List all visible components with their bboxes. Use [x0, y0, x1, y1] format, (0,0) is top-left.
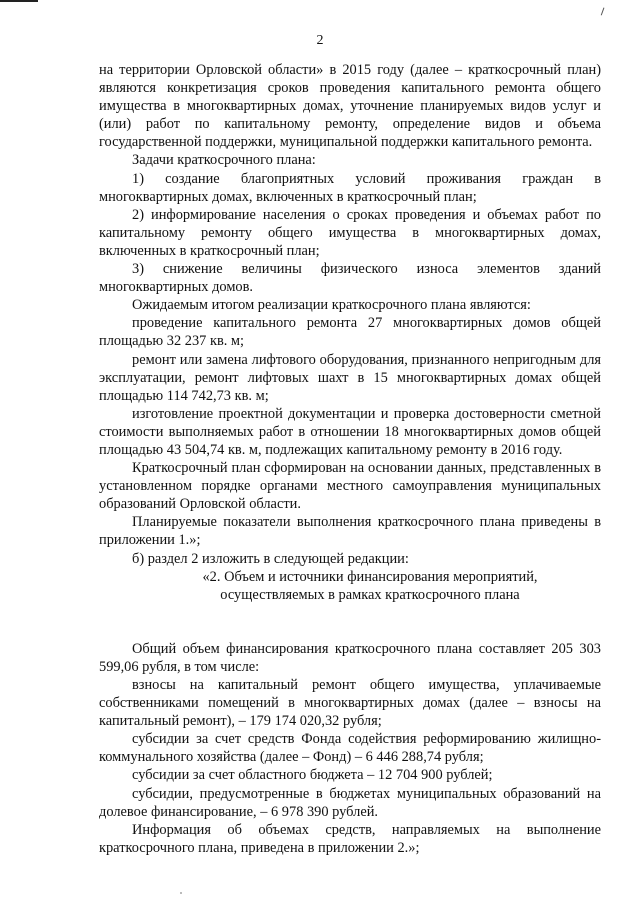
paragraph-result-documentation: изготовление проектной документации и проверка достоверности сметной стоимости выполняемых работ в отношении 18 многоквартирных домов общей площадью 43 504,74 кв. м, подлежащих капитальному ремонту в 2016 году.: [99, 405, 601, 458]
paragraph-task-1: 1) создание благоприятных условий проживания граждан в многоквартирных домах, включенных в краткосрочный план;: [99, 170, 601, 205]
section-heading-line-2: осуществляемых в рамках краткосрочного плана: [220, 586, 520, 603]
paragraph-municipal-subsidies: субсидии, предусмотренные в бюджетах муниципальных образований на долевое финансирование, – 6 978 390 рублей.: [99, 785, 601, 820]
paragraph-funding-information: Информация об объемах средств, направляемых на выполнение краткосрочного плана, приведена в приложении 2.»;: [99, 821, 601, 856]
paragraph-regional-subsidies: субсидии за счет областного бюджета – 12 704 900 рублей;: [132, 767, 493, 784]
paragraph-total-financing: Общий объем финансирования краткосрочного плана составляет 205 303 599,06 рубля, в том числе:: [99, 640, 601, 675]
paragraph-tasks-heading: Задачи краткосрочного плана:: [132, 152, 316, 169]
paragraph-result-repair: проведение капитального ремонта 27 многоквартирных домов общей площадью 32 237 кв. м;: [99, 315, 601, 350]
paragraph-section-2-instruction: б) раздел 2 изложить в следующей редакции:: [132, 550, 409, 567]
scan-speck: [180, 892, 182, 894]
scan-tick-mark: [601, 8, 607, 17]
paragraph-fund-subsidies: субсидии за счет средств Фонда содействия реформированию жилищно-коммунального хозяйства (далее – Фонд) – 6 446 288,74 рубля;: [99, 731, 601, 766]
blank-line: [99, 622, 601, 640]
paragraph-result-elevators: ремонт или замена лифтового оборудования, признанного непригодным для эксплуатации, ремонт лифтовых шахт в 15 многоквартирных домах общей площадью 114 742,73 кв. м;: [99, 351, 601, 404]
blank-line: [99, 604, 601, 622]
scan-corner-mark: [0, 0, 38, 2]
paragraph-task-2: 2) информирование населения о сроках проведения и объемах работ по капитальному ремонту общего имущества в многоквартирных домах, включенных в краткосрочный план;: [99, 206, 601, 259]
section-heading-line-1: «2. Объем и источники финансирования мероприятий,: [202, 568, 538, 585]
paragraph-task-3: 3) снижение величины физического износа элементов зданий многоквартирных домов.: [99, 261, 601, 296]
document-body: [99, 61, 601, 857]
section-heading: [99, 568, 601, 604]
paragraph-plan-basis: Краткосрочный план сформирован на основании данных, представленных в установленном порядке органами местного самоуправления муниципальных образований Орловской области.: [99, 460, 601, 513]
paragraph-intro-continuation: на территории Орловской области» в 2015 году (далее – краткосрочный план) являются конкретизация сроков проведения капитального ремонта общего имущества в многоквартирных домах, уточнение планируемых видов услуг и (или) работ по капитальному ремонту, определение видов и объема государственной поддержки, муниципальной поддержки капитального ремонта.: [99, 62, 601, 151]
page-number: 2: [316, 33, 324, 48]
paragraph-planned-indicators: Планируемые показатели выполнения краткосрочного плана приведены в приложении 1.»;: [99, 514, 601, 549]
paragraph-owner-contributions: взносы на капитальный ремонт общего имущества, уплачиваемые собственниками помещений в многоквартирных домах (далее – взносы на капитальный ремонт), – 179 174 020,32 рубля;: [99, 677, 601, 730]
paragraph-expected-results: Ожидаемым итогом реализации краткосрочного плана являются:: [132, 297, 531, 314]
